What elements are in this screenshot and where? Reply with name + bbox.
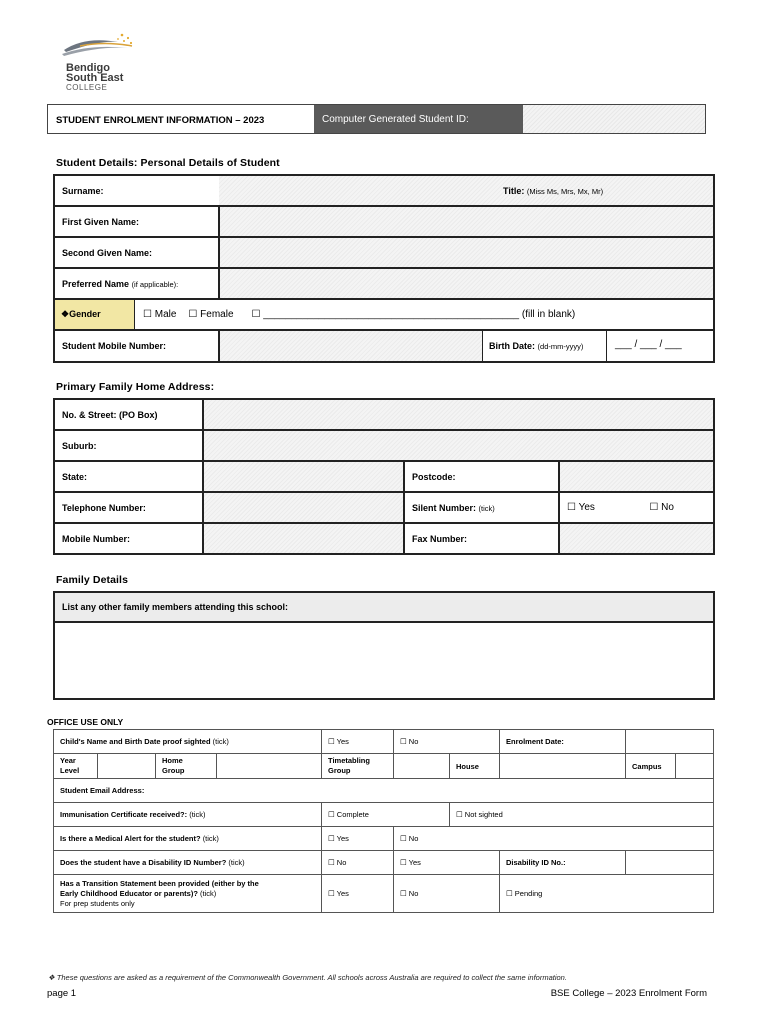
- medical-alert-label-cell: [54, 827, 322, 851]
- campus-field[interactable]: [676, 754, 714, 779]
- birth-date-field[interactable]: ___ / ___ / ___: [606, 331, 713, 361]
- timetabling-group-label-cell: [322, 754, 394, 779]
- medical-alert-tick-note: (tick): [202, 834, 219, 843]
- proof-label: Child's Name and Birth Date proof sighted: [60, 737, 211, 746]
- student-mobile-label: Student Mobile Number:: [54, 330, 219, 362]
- family-members-label: List any other family members attending this school:: [54, 592, 714, 622]
- gender-male-checkbox[interactable]: ☐ Male: [143, 309, 177, 320]
- proof-label-cell: [54, 730, 322, 754]
- birth-date-format: (dd-mm-yyyy): [537, 342, 584, 351]
- year-level-field[interactable]: [98, 754, 156, 779]
- fax-label: Fax Number:: [404, 523, 559, 554]
- logo-line-1: Bendigo: [66, 62, 110, 74]
- preferred-name-note: (if applicable):: [131, 279, 179, 289]
- college-logo: [60, 32, 150, 92]
- logo-line-2: South East: [66, 72, 124, 84]
- first-name-field[interactable]: [219, 206, 714, 237]
- transition-line-1: Has a Transition Statement been provided (either by the: [60, 878, 259, 888]
- gender-other-checkbox[interactable]: ☐ ______________________________________________ (fill in blank): [251, 309, 576, 320]
- proof-no-checkbox[interactable]: ☐ No: [394, 730, 500, 754]
- medical-alert-label: Is there a Medical Alert for the student?: [60, 834, 201, 843]
- silent-number-label-cell: [404, 492, 559, 523]
- disability-label-cell: [54, 851, 322, 875]
- immunisation-tick-note: (tick): [189, 810, 206, 819]
- mobile-birth-row: [219, 330, 714, 362]
- gender-row: [54, 299, 714, 330]
- second-name-label: Second Given Name:: [54, 237, 219, 268]
- title-options: (Miss Ms, Mrs, Mx, Mr): [526, 186, 604, 196]
- personal-details-heading: Student Details: Personal Details of Student: [56, 157, 280, 169]
- telephone-label: Telephone Number:: [54, 492, 203, 523]
- preferred-name-label-cell: [54, 268, 219, 299]
- silent-yes-checkbox[interactable]: ☐ Yes: [567, 502, 595, 513]
- gender-label: ❖Gender: [55, 300, 135, 329]
- office-use-table: [53, 729, 714, 913]
- house-label: House: [450, 754, 500, 779]
- disability-id-field[interactable]: [626, 851, 714, 875]
- logo-swoosh-icon: [60, 32, 150, 58]
- state-field[interactable]: [203, 461, 404, 492]
- transition-line-2: Early Childhood Educator or parents)?: [60, 888, 198, 898]
- student-id-label: Computer Generated Student ID:: [314, 105, 523, 133]
- postcode-field[interactable]: [559, 461, 714, 492]
- enrolment-header: [47, 104, 706, 134]
- street-field[interactable]: [203, 399, 714, 430]
- home-label: Home: [162, 756, 183, 765]
- state-label: State:: [54, 461, 203, 492]
- student-mobile-field[interactable]: [220, 331, 482, 361]
- medical-yes-checkbox[interactable]: ☐ Yes: [322, 827, 394, 851]
- title-label: Title:: [503, 185, 525, 196]
- suburb-label: Suburb:: [54, 430, 203, 461]
- home-group-label: Group: [162, 766, 185, 775]
- proof-yes-checkbox[interactable]: ☐ Yes: [322, 730, 394, 754]
- student-id-field[interactable]: [523, 105, 705, 133]
- timetabling-group-label: Group: [328, 766, 351, 775]
- year-label: Year: [60, 756, 76, 765]
- timetabling-group-field[interactable]: [394, 754, 450, 779]
- logo-line-3: COLLEGE: [66, 83, 108, 92]
- personal-details-table: [53, 174, 715, 363]
- page-number: page 1: [47, 988, 77, 999]
- gender-female-checkbox[interactable]: ☐ Female: [188, 309, 234, 320]
- transition-yes-checkbox[interactable]: ☐ Yes: [322, 875, 394, 913]
- proof-tick-note: (tick): [212, 737, 229, 746]
- family-heading: Family Details: [56, 574, 129, 586]
- enrolment-date-field[interactable]: [626, 730, 714, 754]
- birth-date-label-cell: [482, 331, 606, 361]
- year-level-label-cell: [54, 754, 98, 779]
- transition-tick-note: (tick): [200, 888, 217, 898]
- silent-no-checkbox[interactable]: ☐ No: [649, 502, 674, 513]
- home-group-label-cell: [156, 754, 217, 779]
- immunisation-not-sighted-checkbox[interactable]: ☐ Not sighted: [450, 803, 714, 827]
- home-group-field[interactable]: [217, 754, 322, 779]
- transition-no-checkbox[interactable]: ☐ No: [394, 875, 500, 913]
- postcode-label: Postcode:: [404, 461, 559, 492]
- birth-date-label: Birth Date:: [489, 341, 536, 351]
- footer-note: ❖ These questions are asked as a requirement of the Commonwealth Government. All schools across Australia are required to collect the same information.: [48, 973, 567, 982]
- silent-number-label: Silent Number:: [412, 502, 477, 513]
- student-email-label: Student Email Address:: [54, 779, 714, 803]
- form-name: BSE College – 2023 Enrolment Form: [550, 988, 707, 999]
- preferred-name-label: Preferred Name: [62, 278, 130, 289]
- first-name-label: First Given Name:: [54, 206, 219, 237]
- level-label: Level: [60, 766, 80, 775]
- enrolment-date-label: Enrolment Date:: [500, 730, 626, 754]
- suburb-field[interactable]: [203, 430, 714, 461]
- disability-no-checkbox[interactable]: ☐ No: [322, 851, 394, 875]
- transition-line-3: For prep students only: [60, 898, 135, 908]
- street-label: No. & Street: (PO Box): [54, 399, 203, 430]
- timetabling-label: Timetabling: [328, 756, 370, 765]
- silent-number-options: [559, 492, 714, 523]
- campus-label: Campus: [626, 754, 676, 779]
- preferred-name-field[interactable]: [219, 268, 714, 299]
- address-table: [53, 398, 715, 555]
- home-mobile-field[interactable]: [203, 523, 404, 554]
- surname-row-field[interactable]: [219, 175, 714, 206]
- office-use-heading: OFFICE USE ONLY: [47, 717, 124, 727]
- form-title: STUDENT ENROLMENT INFORMATION – 2023: [56, 115, 265, 126]
- family-members-field[interactable]: [54, 622, 714, 699]
- immunisation-label-cell: [54, 803, 322, 827]
- second-name-field[interactable]: [219, 237, 714, 268]
- disability-id-label: Disability ID No.:: [500, 851, 626, 875]
- surname-label: Surname:: [54, 175, 219, 206]
- disability-tick-note: (tick): [228, 858, 245, 867]
- disability-yes-checkbox[interactable]: ☐ Yes: [394, 851, 500, 875]
- transition-pending-checkbox[interactable]: ☐ Pending: [500, 875, 714, 913]
- fax-field[interactable]: [559, 523, 714, 554]
- immunisation-complete-checkbox[interactable]: ☐ Complete: [322, 803, 450, 827]
- address-heading: Primary Family Home Address:: [56, 381, 215, 393]
- house-field[interactable]: [500, 754, 626, 779]
- family-table: [53, 591, 715, 700]
- disability-label: Does the student have a Disability ID Number?: [60, 858, 227, 867]
- immunisation-label: Immunisation Certificate received?:: [60, 810, 188, 819]
- transition-label-cell: [54, 875, 322, 913]
- home-mobile-label: Mobile Number:: [54, 523, 203, 554]
- silent-number-note: (tick): [478, 503, 495, 513]
- medical-no-checkbox[interactable]: ☐ No: [394, 827, 714, 851]
- telephone-field[interactable]: [203, 492, 404, 523]
